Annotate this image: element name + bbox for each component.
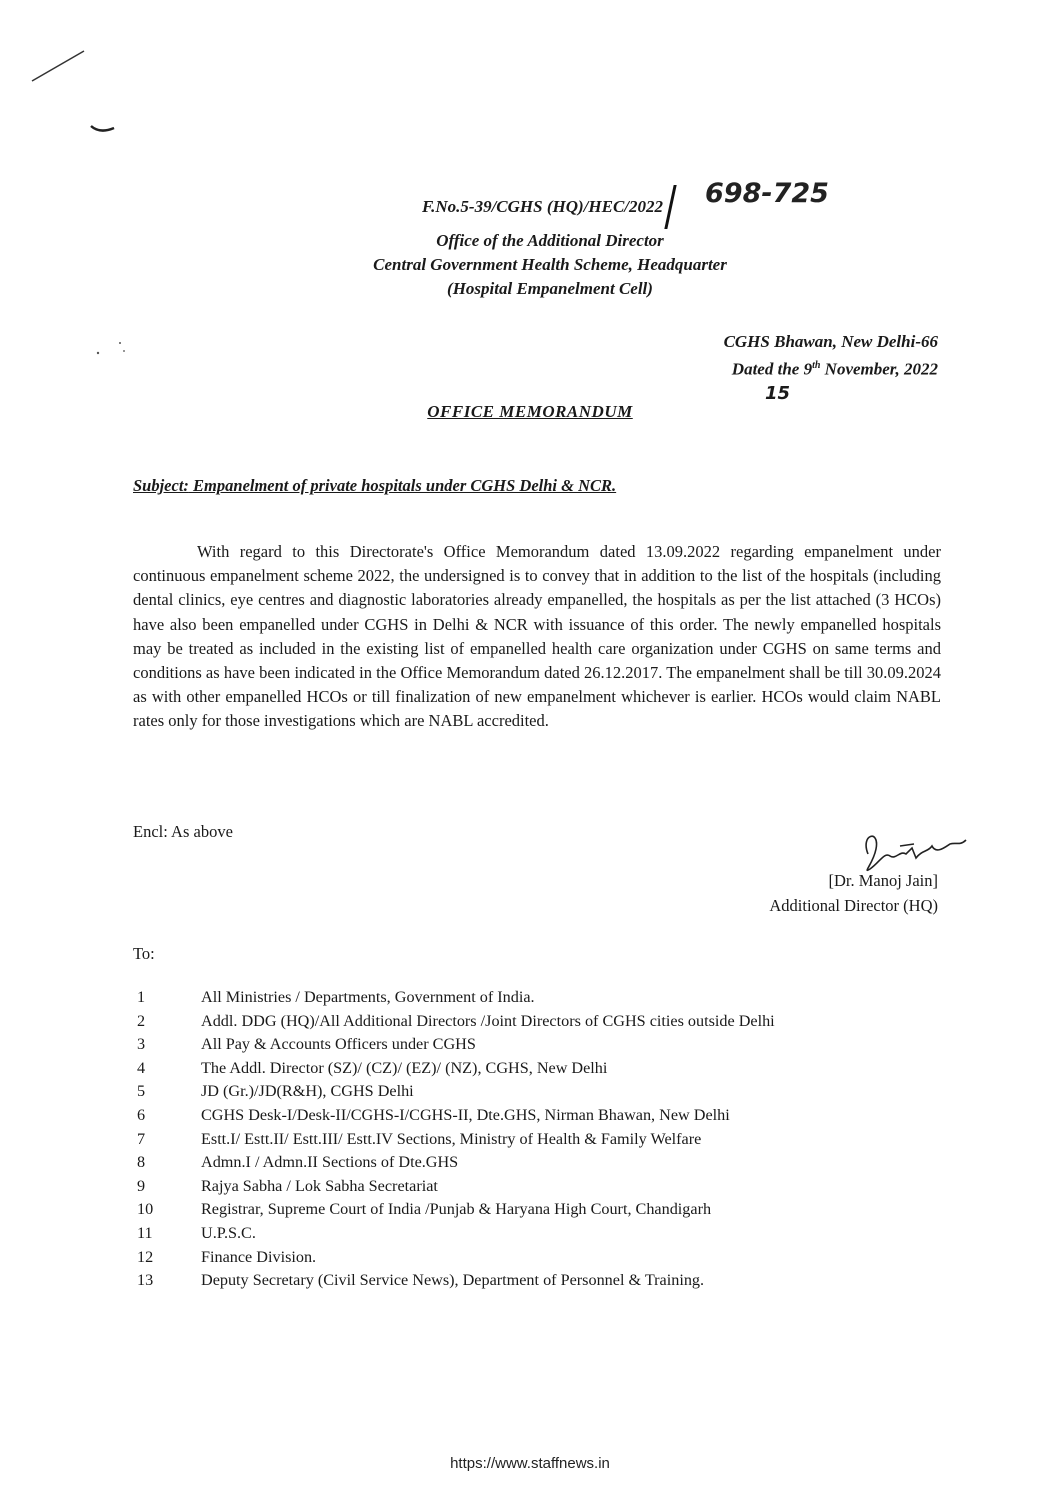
list-item: 6 CGHS Desk-I/Desk-II/CGHS-I/CGHS-II, Dte.GHS, Nirman Bhawan, New Delhi — [137, 1105, 730, 1124]
subject-line — [133, 476, 616, 496]
list-item: 3 All Pay & Accounts Officers under CGHS — [137, 1035, 476, 1054]
date: Dated the 9th November, 2022 — [731, 359, 938, 379]
signatory-designation: Additional Director (HQ) — [769, 896, 938, 915]
memo-body: With regard to this Directorate's Office Memorandum dated 13.09.2022 regarding empanelment under continuous empanelment scheme 2022, the undersigned is to convey that in addition to the list of the hospitals (including dental clinics, eye centres and diagnostic laboratories already empanelled, the hospitals as per the list attached (3 HCOs) have also been empanelled under CGHS in Delhi & NCR with issuance of this order. The newly empanelled hospitals may be treated as included in the existing list of empanelled health care organization under CGHS on same terms and conditions as have been indicated in the Office Memorandum dated 26.12.2017. The empanelment shall be till 30.09.2024 as with other empanelled HCOs or till finalization of new empanelment whichever is earlier. HCOs would claim NABL rates only for those investigations which are NABL accredited. — [133, 542, 941, 731]
office-header — [330, 185, 770, 301]
scan-mark-stroke — [28, 45, 88, 85]
place: CGHS Bhawan, New Delhi-66 — [723, 332, 938, 351]
list-item: 10 Registrar, Supreme Court of India /Punjab & Haryana High Court, Chandigarh — [137, 1200, 712, 1219]
handwritten-diary-number: 698-725 — [705, 178, 829, 209]
to-label: To: — [133, 944, 155, 963]
subject-text: Empanelment of private hospitals under CGHS Delhi & NCR. — [188, 476, 617, 495]
list-item: 2 Addl. DDG (HQ)/All Additional Directors /Joint Directors of CGHS cities outside Delhi — [137, 1011, 775, 1030]
scan-mark-curve — [88, 118, 118, 138]
list-item: 4 The Addl. Director (SZ)/ (CZ)/ (EZ)/ (NZ), CGHS, New Delhi — [137, 1058, 608, 1077]
list-item: 13 Deputy Secretary (Civil Service News), Department of Personnel & Training. — [137, 1271, 705, 1290]
memo-title: OFFICE MEMORANDUM — [427, 402, 633, 421]
list-item: 11 U.P.S.C. — [137, 1223, 256, 1242]
cell-line: (Hospital Empanelment Cell) — [447, 279, 653, 298]
list-item: 5 JD (Gr.)/JD(R&H), CGHS Delhi — [137, 1082, 414, 1101]
scheme-line: Central Government Health Scheme, Headquarter — [373, 255, 727, 274]
list-item: 7 Estt.I/ Estt.II/ Estt.III/ Estt.IV Sections, Ministry of Health & Family Welfare — [137, 1129, 702, 1148]
scan-mark-dots — [92, 335, 132, 365]
signatory-name: [Dr. Manoj Jain] — [828, 871, 938, 890]
office-line: Office of the Additional Director — [436, 231, 664, 250]
footer-url: https://www.staffnews.in — [450, 1455, 610, 1472]
place-date-block — [724, 330, 938, 382]
file-number: F.No.5-39/CGHS (HQ)/HEC/2022 — [421, 197, 664, 216]
handwritten-separator — [664, 185, 676, 229]
subject-label: Subject: — [133, 476, 189, 495]
recipient-list — [133, 986, 953, 1293]
list-item: 12 Finance Division. — [137, 1247, 317, 1266]
handwritten-date-correction: 15 — [765, 383, 791, 404]
file-number-row — [330, 185, 770, 229]
enclosure-note: Encl: As above — [133, 822, 233, 841]
list-item: 8 Admn.I / Admn.II Sections of Dte.GHS — [137, 1153, 459, 1172]
list-item: 9 Rajya Sabha / Lok Sabha Secretariat — [137, 1176, 438, 1195]
list-item: 1 All Ministries / Departments, Government of India. — [137, 988, 535, 1006]
signatory-block — [769, 868, 938, 918]
